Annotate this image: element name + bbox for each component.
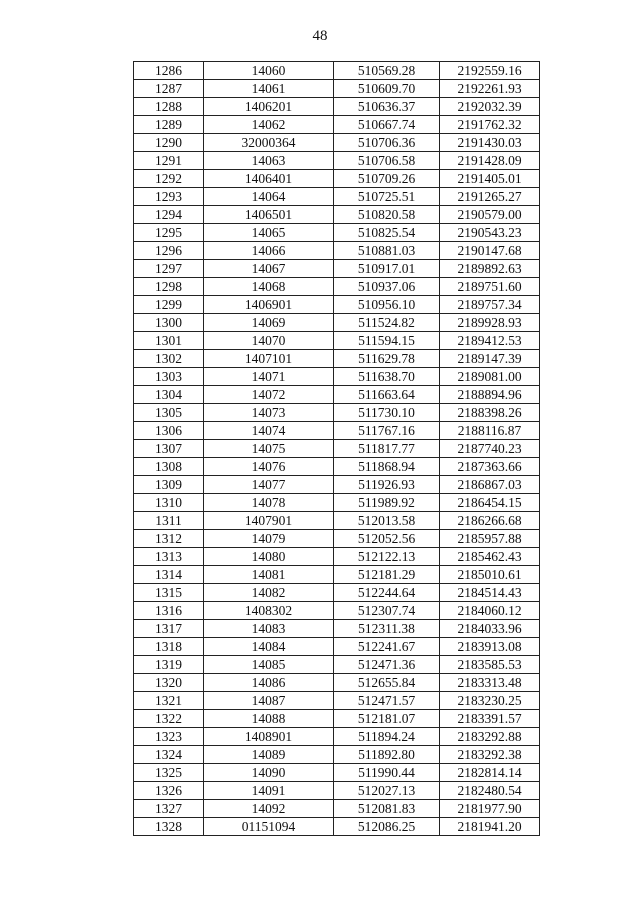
y-coordinate-cell: 2183313.48 [440,674,540,692]
y-coordinate-cell: 2183230.25 [440,692,540,710]
page-number: 48 [312,28,328,44]
coordinates-table [133,61,540,836]
y-coordinate-cell: 2185462.43 [440,548,540,566]
table-row [134,278,540,296]
point-id-cell: 14070 [204,332,334,350]
table-row [134,584,540,602]
table-row [134,242,540,260]
point-id-cell: 14083 [204,620,334,638]
row-number-cell: 1297 [134,260,204,278]
row-number-cell: 1309 [134,476,204,494]
table-row [134,800,540,818]
x-coordinate-cell: 510725.51 [334,188,440,206]
x-coordinate-cell: 510825.54 [334,224,440,242]
point-id-cell: 14065 [204,224,334,242]
table-row [134,512,540,530]
point-id-cell: 14090 [204,764,334,782]
y-coordinate-cell: 2189147.39 [440,350,540,368]
y-coordinate-cell: 2187363.66 [440,458,540,476]
row-number-cell: 1320 [134,674,204,692]
point-id-cell: 14087 [204,692,334,710]
row-number-cell: 1316 [134,602,204,620]
y-coordinate-cell: 2191762.32 [440,116,540,134]
x-coordinate-cell: 511730.10 [334,404,440,422]
x-coordinate-cell: 511894.24 [334,728,440,746]
x-coordinate-cell: 512013.58 [334,512,440,530]
x-coordinate-cell: 512307.74 [334,602,440,620]
x-coordinate-cell: 511990.44 [334,764,440,782]
table-row [134,548,540,566]
row-number-cell: 1328 [134,818,204,836]
point-id-cell: 14072 [204,386,334,404]
y-coordinate-cell: 2192032.39 [440,98,540,116]
point-id-cell: 14062 [204,116,334,134]
y-coordinate-cell: 2181941.20 [440,818,540,836]
table-row [134,674,540,692]
table-row [134,350,540,368]
y-coordinate-cell: 2192261.93 [440,80,540,98]
row-number-cell: 1287 [134,80,204,98]
point-id-cell: 14086 [204,674,334,692]
point-id-cell: 14085 [204,656,334,674]
y-coordinate-cell: 2191430.03 [440,134,540,152]
row-number-cell: 1288 [134,98,204,116]
row-number-cell: 1324 [134,746,204,764]
table-row [134,314,540,332]
y-coordinate-cell: 2189757.34 [440,296,540,314]
table-row [134,98,540,116]
x-coordinate-cell: 511892.80 [334,746,440,764]
row-number-cell: 1306 [134,422,204,440]
table-row [134,80,540,98]
point-id-cell: 1407101 [204,350,334,368]
row-number-cell: 1303 [134,368,204,386]
point-id-cell: 01151094 [204,818,334,836]
row-number-cell: 1312 [134,530,204,548]
row-number-cell: 1314 [134,566,204,584]
y-coordinate-cell: 2187740.23 [440,440,540,458]
x-coordinate-cell: 512311.38 [334,620,440,638]
point-id-cell: 14073 [204,404,334,422]
point-id-cell: 14077 [204,476,334,494]
y-coordinate-cell: 2189751.60 [440,278,540,296]
y-coordinate-cell: 2189412.53 [440,332,540,350]
point-id-cell: 14076 [204,458,334,476]
y-coordinate-cell: 2189928.93 [440,314,540,332]
table-row [134,422,540,440]
point-id-cell: 14068 [204,278,334,296]
row-number-cell: 1311 [134,512,204,530]
point-id-cell: 14079 [204,530,334,548]
table-row [134,332,540,350]
row-number-cell: 1321 [134,692,204,710]
table-row [134,566,540,584]
y-coordinate-cell: 2188398.26 [440,404,540,422]
y-coordinate-cell: 2188894.96 [440,386,540,404]
x-coordinate-cell: 510937.06 [334,278,440,296]
table-row [134,152,540,170]
row-number-cell: 1305 [134,404,204,422]
x-coordinate-cell: 512655.84 [334,674,440,692]
table-row [134,602,540,620]
x-coordinate-cell: 511926.93 [334,476,440,494]
point-id-cell: 32000364 [204,134,334,152]
point-id-cell: 14064 [204,188,334,206]
y-coordinate-cell: 2190147.68 [440,242,540,260]
row-number-cell: 1292 [134,170,204,188]
x-coordinate-cell: 510709.26 [334,170,440,188]
x-coordinate-cell: 512027.13 [334,782,440,800]
table-row [134,638,540,656]
y-coordinate-cell: 2191405.01 [440,170,540,188]
y-coordinate-cell: 2190579.00 [440,206,540,224]
y-coordinate-cell: 2184514.43 [440,584,540,602]
table-row [134,170,540,188]
point-id-cell: 1406501 [204,206,334,224]
row-number-cell: 1315 [134,584,204,602]
table-row [134,728,540,746]
x-coordinate-cell: 511524.82 [334,314,440,332]
point-id-cell: 14066 [204,242,334,260]
row-number-cell: 1307 [134,440,204,458]
row-number-cell: 1286 [134,62,204,80]
point-id-cell: 14091 [204,782,334,800]
row-number-cell: 1295 [134,224,204,242]
table-row [134,260,540,278]
row-number-cell: 1317 [134,620,204,638]
row-number-cell: 1318 [134,638,204,656]
x-coordinate-cell: 511638.70 [334,368,440,386]
x-coordinate-cell: 511868.94 [334,458,440,476]
table-row [134,746,540,764]
point-id-cell: 14074 [204,422,334,440]
row-number-cell: 1302 [134,350,204,368]
table-row [134,782,540,800]
point-id-cell: 14080 [204,548,334,566]
table-row [134,188,540,206]
y-coordinate-cell: 2182814.14 [440,764,540,782]
x-coordinate-cell: 512471.36 [334,656,440,674]
point-id-cell: 14082 [204,584,334,602]
point-id-cell: 14069 [204,314,334,332]
y-coordinate-cell: 2186454.15 [440,494,540,512]
x-coordinate-cell: 510706.58 [334,152,440,170]
x-coordinate-cell: 512086.25 [334,818,440,836]
y-coordinate-cell: 2183585.53 [440,656,540,674]
point-id-cell: 1406901 [204,296,334,314]
point-id-cell: 14081 [204,566,334,584]
x-coordinate-cell: 512244.64 [334,584,440,602]
table-row [134,62,540,80]
point-id-cell: 1408302 [204,602,334,620]
y-coordinate-cell: 2188116.87 [440,422,540,440]
y-coordinate-cell: 2183913.08 [440,638,540,656]
y-coordinate-cell: 2184060.12 [440,602,540,620]
table-row [134,368,540,386]
table-row [134,692,540,710]
x-coordinate-cell: 510609.70 [334,80,440,98]
y-coordinate-cell: 2181977.90 [440,800,540,818]
row-number-cell: 1308 [134,458,204,476]
y-coordinate-cell: 2191428.09 [440,152,540,170]
y-coordinate-cell: 2185010.61 [440,566,540,584]
y-coordinate-cell: 2190543.23 [440,224,540,242]
point-id-cell: 14084 [204,638,334,656]
x-coordinate-cell: 510820.58 [334,206,440,224]
y-coordinate-cell: 2192559.16 [440,62,540,80]
row-number-cell: 1310 [134,494,204,512]
point-id-cell: 14067 [204,260,334,278]
point-id-cell: 14078 [204,494,334,512]
row-number-cell: 1289 [134,116,204,134]
table-row [134,458,540,476]
table-row [134,404,540,422]
x-coordinate-cell: 510917.01 [334,260,440,278]
row-number-cell: 1327 [134,800,204,818]
x-coordinate-cell: 511989.92 [334,494,440,512]
table-row [134,656,540,674]
table-row [134,386,540,404]
x-coordinate-cell: 510881.03 [334,242,440,260]
table-body [134,62,540,836]
y-coordinate-cell: 2186266.68 [440,512,540,530]
x-coordinate-cell: 511594.15 [334,332,440,350]
y-coordinate-cell: 2186867.03 [440,476,540,494]
point-id-cell: 1408901 [204,728,334,746]
y-coordinate-cell: 2189892.63 [440,260,540,278]
x-coordinate-cell: 512052.56 [334,530,440,548]
row-number-cell: 1323 [134,728,204,746]
point-id-cell: 14060 [204,62,334,80]
x-coordinate-cell: 512122.13 [334,548,440,566]
x-coordinate-cell: 510706.36 [334,134,440,152]
y-coordinate-cell: 2191265.27 [440,188,540,206]
row-number-cell: 1291 [134,152,204,170]
table-row [134,494,540,512]
row-number-cell: 1290 [134,134,204,152]
table-row [134,134,540,152]
row-number-cell: 1319 [134,656,204,674]
x-coordinate-cell: 512081.83 [334,800,440,818]
table-row [134,818,540,836]
x-coordinate-cell: 511663.64 [334,386,440,404]
x-coordinate-cell: 512181.29 [334,566,440,584]
x-coordinate-cell: 510956.10 [334,296,440,314]
x-coordinate-cell: 511817.77 [334,440,440,458]
row-number-cell: 1300 [134,314,204,332]
x-coordinate-cell: 511629.78 [334,350,440,368]
row-number-cell: 1326 [134,782,204,800]
y-coordinate-cell: 2184033.96 [440,620,540,638]
row-number-cell: 1293 [134,188,204,206]
table-row [134,764,540,782]
point-id-cell: 14088 [204,710,334,728]
x-coordinate-cell: 511767.16 [334,422,440,440]
row-number-cell: 1296 [134,242,204,260]
row-number-cell: 1325 [134,764,204,782]
row-number-cell: 1294 [134,206,204,224]
point-id-cell: 1407901 [204,512,334,530]
point-id-cell: 14061 [204,80,334,98]
row-number-cell: 1301 [134,332,204,350]
point-id-cell: 14075 [204,440,334,458]
table-row [134,224,540,242]
x-coordinate-cell: 510636.37 [334,98,440,116]
point-id-cell: 14071 [204,368,334,386]
table-row [134,296,540,314]
y-coordinate-cell: 2182480.54 [440,782,540,800]
row-number-cell: 1299 [134,296,204,314]
table-row [134,116,540,134]
row-number-cell: 1304 [134,386,204,404]
table-row [134,710,540,728]
x-coordinate-cell: 510569.28 [334,62,440,80]
x-coordinate-cell: 512241.67 [334,638,440,656]
point-id-cell: 14092 [204,800,334,818]
y-coordinate-cell: 2183391.57 [440,710,540,728]
x-coordinate-cell: 510667.74 [334,116,440,134]
point-id-cell: 14089 [204,746,334,764]
x-coordinate-cell: 512471.57 [334,692,440,710]
table-row [134,476,540,494]
point-id-cell: 14063 [204,152,334,170]
row-number-cell: 1322 [134,710,204,728]
table-row [134,620,540,638]
y-coordinate-cell: 2183292.38 [440,746,540,764]
row-number-cell: 1298 [134,278,204,296]
row-number-cell: 1313 [134,548,204,566]
y-coordinate-cell: 2183292.88 [440,728,540,746]
y-coordinate-cell: 2189081.00 [440,368,540,386]
point-id-cell: 1406401 [204,170,334,188]
x-coordinate-cell: 512181.07 [334,710,440,728]
table-row [134,440,540,458]
table-row [134,530,540,548]
point-id-cell: 1406201 [204,98,334,116]
table-row [134,206,540,224]
y-coordinate-cell: 2185957.88 [440,530,540,548]
